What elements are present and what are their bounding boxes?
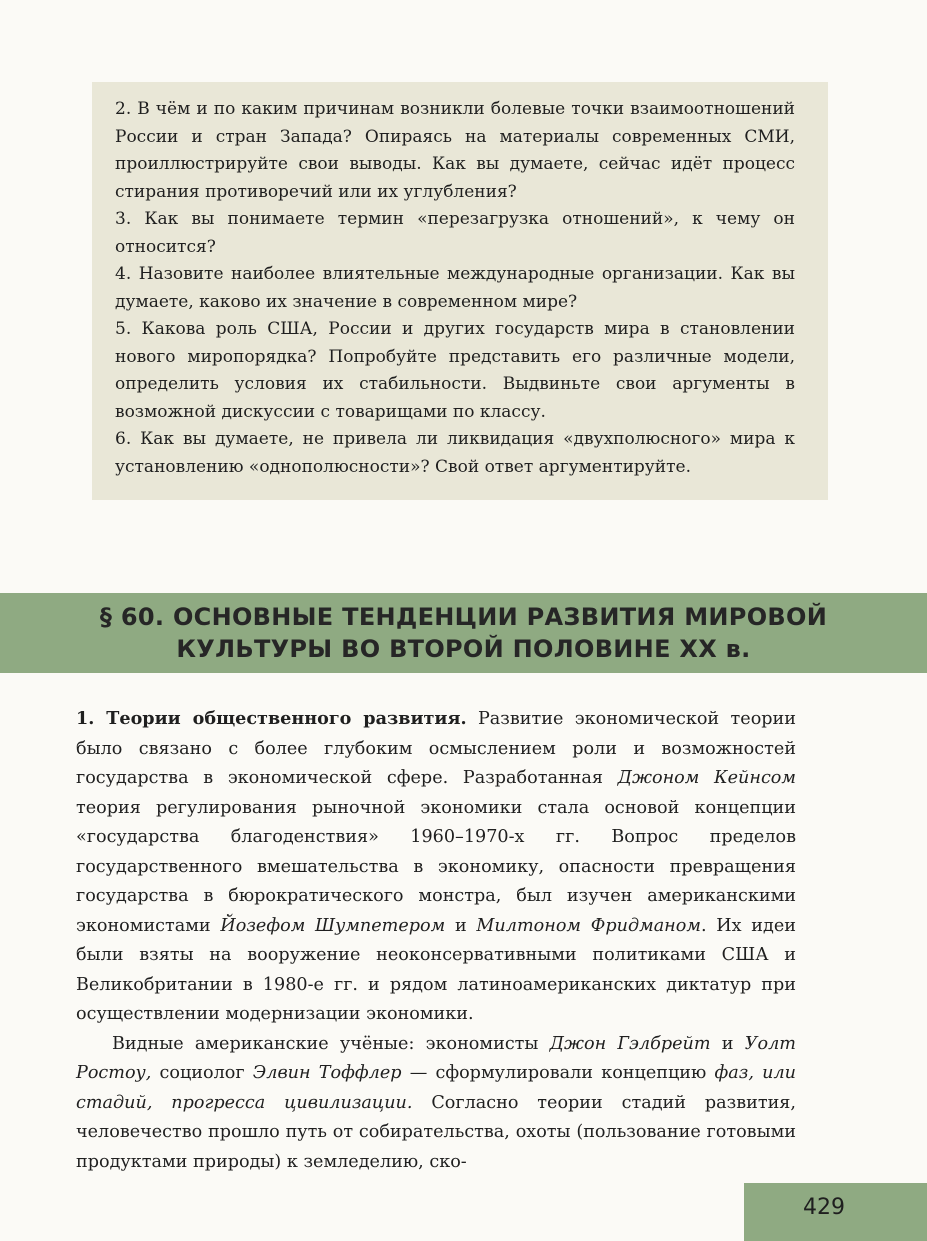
question-5: 5. Какова роль США, России и других государств мира в становлении нового миропорядка? Попробуйте представить его различные модели, определить условия их стабильности. Выдвиньте свои аргументы в возможной дискуссии с товарищами по классу. (115, 319, 795, 422)
p1-text-2: теория регулирования рыночной экономики стала основой концепции «государства благоденствия» 1960–1970-х гг. Вопрос пределов государственного вмешательства в экономику, опасности превращения государства в бюрократического монстра, был изучен американскими экономистами (76, 797, 796, 936)
p2-text-2: и (710, 1033, 745, 1054)
paragraph-1 (76, 704, 796, 1030)
p2-concept: фаз, или стадий, прогресса цивилизации. (76, 1063, 796, 1113)
p2-text-1: Видные американские учёные: экономисты (112, 1033, 550, 1054)
section-title-line1: § 60. ОСНОВНЫЕ ТЕНДЕНЦИИ РАЗВИТИЯ МИРОВОЙ (99, 603, 828, 631)
p1-text-3: и (445, 915, 477, 936)
page-number-tab (744, 1183, 927, 1241)
p1-text-4: . Их идеи были взяты на вооружение неоконсервативными политиками США и Великобритании в 1980-е гг. и рядом латиноамериканских диктатур при осуществлении модернизации экономики. (76, 915, 796, 1024)
p2-name-galbraith: Джон Гэлбрейт (549, 1033, 711, 1054)
p2-text-5: Согласно теории стадий развития, человечество прошло путь от собирательства, охоты (пользование готовыми продуктами природы) к земледелию, ско- (76, 1092, 796, 1172)
page-number: 429 (803, 1195, 845, 1220)
p2-text-3: социолог (151, 1063, 253, 1083)
question-2: 2. В чём и по каким причинам возникли болевые точки взаимоотношений России и стран Запада? Опираясь на материалы современных СМИ, проиллюстрируйте свои выводы. Как вы думаете, сейчас идёт процесс стирания противоречий или их углубления? (115, 99, 795, 202)
questions-list (115, 96, 795, 481)
section-title (0, 593, 927, 665)
p2-name-rostow: Уолт Ростоу, (76, 1033, 796, 1083)
question-6: 6. Как вы думаете, не привела ли ликвидация «двухполюсного» мира к установлению «однополюсности»? Свой ответ аргументируйте. (115, 429, 795, 477)
body-text (76, 704, 796, 1177)
p1-name-friedman: Милтоном Фридманом (476, 915, 701, 936)
paragraph-2 (76, 1030, 796, 1178)
p2-name-toffler: Элвин Тоффлер (252, 1063, 402, 1083)
paragraph-1-heading: 1. Теории общественного развития. (76, 708, 467, 729)
p1-name-keynes: Джоном Кейнсом (617, 768, 796, 788)
p1-text-1: Развитие экономической теории было связано с более глубоким осмыслением роли и возможностей государства в экономической сфере. Разработанная (76, 709, 797, 788)
question-4: 4. Назовите наиболее влиятельные международные организации. Как вы думаете, каково их значение в современном мире? (115, 264, 795, 312)
p2-text-4: — сформулировали концепцию (401, 1063, 715, 1083)
p1-name-schumpeter: Йозефом Шумпетером (220, 915, 446, 936)
question-3: 3. Как вы понимаете термин «перезагрузка отношений», к чему он относится? (115, 209, 795, 257)
section-title-line2: КУЛЬТУРЫ ВО ВТОРОЙ ПОЛОВИНЕ XX в. (176, 635, 751, 663)
section-heading-band (0, 593, 927, 673)
